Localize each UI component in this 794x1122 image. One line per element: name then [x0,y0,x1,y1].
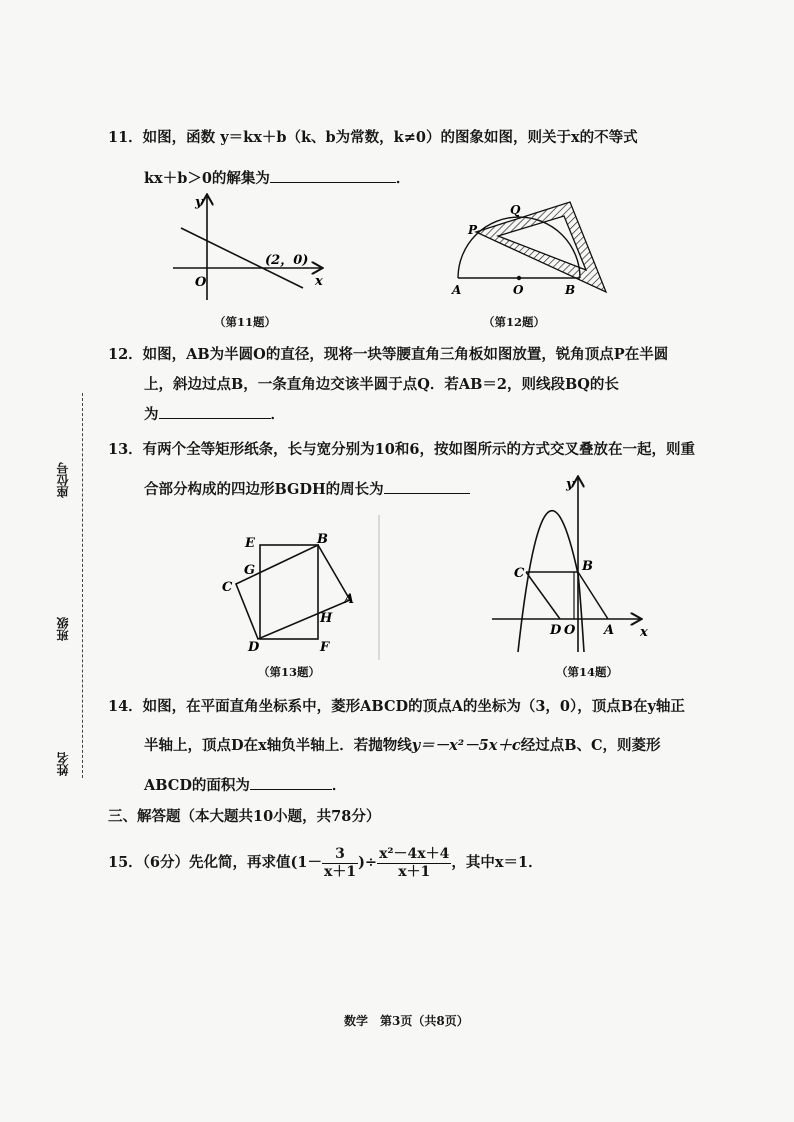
q14-line1: 14．如图，在平面直角坐标系中，菱形ABCD的顶点A的坐标为（3，0），顶点B在y轴正 [108,698,685,715]
binding-dashed-line [82,393,83,778]
q11-end: ． [395,170,411,187]
q11-line2 [144,168,410,189]
q14-segment-ba [578,572,608,619]
q11-answer-blank[interactable] [270,168,396,183]
q11-figure-caption: （第11题） [214,315,277,329]
q14-end: ． [331,777,347,794]
q14-label-a: A [604,623,615,638]
q14-line2-text-a: 半轴上，顶点D在x轴负半轴上．若抛物线 [144,737,412,754]
q14-line3-text: ABCD的面积为 [144,777,250,794]
q12-line1: 12．如图，AB为半圆O的直径，现将一块等腰直角三角板如图放置，锐角顶点P在半圆 [108,346,669,363]
q14-line2 [144,736,661,756]
q13-answer-blank[interactable] [384,479,470,494]
q12-label-p: P [468,223,478,237]
q12-answer-blank[interactable] [159,404,271,419]
q13-label-d: D [248,640,260,655]
q13-label-b: B [317,532,328,547]
q14-segment-cd [526,572,560,619]
q15-mid: )÷ [358,854,378,871]
q15-fraction-2 [377,846,451,881]
q12-figure-caption: （第12题） [483,315,546,329]
margin-class-label: 班级 [56,617,70,641]
q12-line3-text: 为 [144,406,159,423]
q14-answer-blank[interactable] [250,775,332,790]
q14-line2-text-b: 经过点B、C，则菱形 [520,737,661,754]
q12-figure [440,196,620,300]
q14-label-y: y [566,477,574,492]
q12-label-q: Q [510,203,521,217]
q12-end: ． [270,406,285,423]
q14-figure [488,470,658,660]
q12-center-dot [517,276,521,280]
q13-figure-caption: （第13题） [258,665,321,679]
q14-label-o: O [564,623,576,638]
q15-fraction-1-den: x＋1 [323,863,357,880]
q11-figure [165,190,335,308]
q11-line1: 11．如图，函数 y＝kx＋b（k、b为常数，k≠0）的图象如图，则关于x的不等式 [108,129,638,146]
q13-label-e: E [245,536,255,551]
q11-label-o: O [195,275,207,290]
q11-label-x: x [315,274,323,289]
q12-label-b: B [565,283,576,297]
q12-label-a: A [452,283,462,297]
q11-label-y: y [195,195,203,210]
q13-line2-text: 合部分构成的四边形BGDH的周长为 [144,481,384,498]
q13-label-c: C [222,580,233,595]
q14-label-b: B [582,559,593,574]
q12-line2: 上，斜边过点B，一条直角边交该半圆于点Q．若AB＝2，则线段BQ的长 [144,376,619,393]
q15-suffix: ，其中x＝1． [451,854,543,871]
q14-parabola-formula: y＝－x²－5x＋c [411,737,521,754]
margin-seat-label: 座位号 [56,462,70,498]
q12-label-o: O [513,283,524,297]
q14-label-c: C [514,566,525,581]
q13-label-a: A [344,592,355,607]
q15-prefix: 15．（6分）先化简，再求值(1－ [108,854,322,871]
q14-line3 [144,775,346,796]
q13-label-h: H [320,611,333,626]
q15-fraction-1-num: 3 [335,845,345,862]
q11-line2-text: kx＋b＞0的解集为 [144,170,270,187]
q15-fraction-2-num: x²－4x＋4 [379,845,450,862]
q13-line2 [144,479,470,500]
margin-name-label: 姓名 [56,752,70,776]
q15-fraction-1 [322,846,358,881]
q13-figure [212,515,382,660]
q13-label-f: F [320,640,330,655]
q12-line3 [144,404,285,425]
q14-label-d: D [550,623,562,638]
section-3-heading: 三、解答题（本大题共10小题，共78分） [108,808,381,825]
q13-label-g: G [244,563,256,578]
q14-figure-caption: （第14题） [556,665,619,679]
q11-label-point: (2，0) [265,253,309,268]
q13-rectangle-tilted [236,545,350,639]
q15-line [108,843,543,883]
q13-line1: 13．有两个全等矩形纸条，长与宽分别为10和6，按如图所示的方式交叉叠放在一起，则重 [108,441,695,458]
q14-label-x: x [640,625,648,640]
q15-fraction-2-den: x＋1 [377,863,451,881]
page-footer: 数学 第3页（共8页） [344,1014,469,1028]
